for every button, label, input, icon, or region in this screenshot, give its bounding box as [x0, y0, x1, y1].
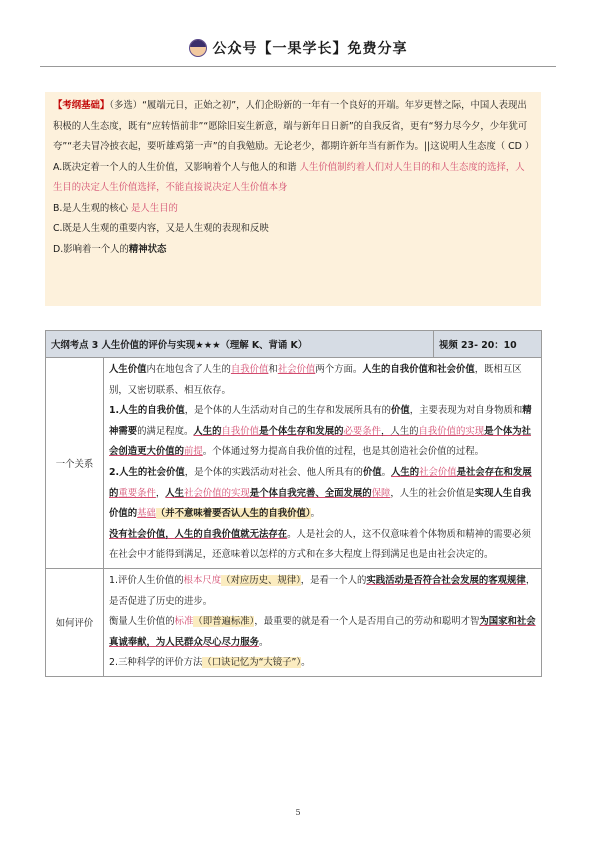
option-c-text: C.既是人生观的重要内容，又是人生观的表现和反映 — [53, 223, 269, 234]
avatar-icon — [189, 39, 207, 57]
knowledge-table — [45, 330, 542, 677]
row-content-evaluate — [104, 568, 542, 676]
quiz-option-b — [53, 199, 533, 220]
header-divider — [40, 66, 556, 67]
row-label-evaluate: 如何评价 — [46, 568, 104, 676]
option-a-note: 人生价值制约着人们对人生目的和人生态度的选择，人生目的决定人生价值选择，不能直接说决定人生价值本身 — [53, 161, 525, 193]
page-header — [0, 36, 596, 60]
quiz-block — [45, 92, 541, 306]
table-header-row — [46, 331, 542, 358]
evaluate-para-3: 2.三种科学的评价方法（口诀记忆为“大镜子”）。 — [109, 657, 311, 669]
table-title: 大纲考点 3 人生价值的评价与实现★★★（理解 K、背诵 K） — [46, 331, 434, 358]
evaluate-para-1: 1.评价人生价值的根本尺度（对应历史、规律），是看一个人的实践活动是否符合社会发展的客观规律，是否促进了历史的进步。 — [109, 574, 536, 607]
relation-para-4: 没有社会价值，人生的自我价值就无法存在。人是社会的人，这不仅意味着个体物质和精神的需要必须在社会中才能得到满足，还意味着以怎样的方式和在多大程度上得到满足也是由社会决定的。 — [109, 528, 531, 561]
table-row — [46, 358, 542, 569]
row-label-relation: 一个关系 — [46, 358, 104, 569]
quiz-option-c — [53, 219, 533, 240]
relation-para-3: 2.人生的社会价值，是个体的实践活动对社会、他人所具有的价值。人生的社会价值是社会存在和发展的重要条件，人生社会价值的实现是个体自我完善、全面发展的保障，人生的社会价值是实现人生自我价值的基础（并不意味着要否认人生的自我价值）。 — [109, 466, 532, 520]
video-timestamp: 视频 23- 20：10 — [434, 331, 542, 358]
option-d-text: D.影响着一个人的 — [53, 243, 129, 255]
header-title: 公众号【一果学长】免费分享 — [212, 41, 408, 57]
quiz-option-d — [53, 240, 533, 261]
option-a-text: A.既决定着一个人的人生价值，又影响着个人与他人的和谐 — [53, 161, 297, 173]
quiz-label: 【考纲基础】 — [53, 100, 110, 111]
quiz-stem — [53, 96, 533, 158]
quiz-option-a — [53, 158, 533, 199]
option-b-text: B.是人生观的核心 — [53, 202, 129, 214]
quiz-stem-text: （多选）“履端元日，正始之初”，人们企盼新的一年有一个良好的开端。年岁更替之际，中国人表现出积极的人生态度，既有“应转悟前非”“愿除旧妄生新意，端与新年日日新”的自我反省，更有“努力尽今夕，少年犹可夸”“老夫冒冷披衣起，要听雄鸡第一声”的自我勉励。无论老少，都期许新年当有新作为。||这说明人生态度（ CD ） — [53, 100, 535, 152]
option-d-bold: 精神状态 — [128, 243, 167, 255]
page-number: 5 — [295, 808, 301, 817]
table-row — [46, 568, 542, 676]
option-b-note: 是人生目的 — [131, 202, 178, 214]
relation-para-1: 人生价值内在地包含了人生的自我价值和社会价值两个方面。人生的自我价值和社会价值，既相互区别，又密切联系、相互依存。 — [109, 364, 522, 396]
relation-para-2: 1.人生的自我价值，是个体的人生活动对自己的生存和发展所具有的价值，主要表现为对自身物质和精神需要的满足程度。人生的自我价值是个体生存和发展的必要条件，人生的自我价值的实现是个体为社会创造更大价值的前提。个体通过努力提高自我价值的过程，也是其创造社会价值的过程。 — [109, 405, 532, 458]
evaluate-para-2: 衡量人生价值的标准（即普遍标准），最重要的就是看一个人是否用自己的劳动和聪明才智为国家和社会真诚奉献，为人民群众尽心尽力服务。 — [109, 616, 536, 648]
row-content-relation — [104, 358, 542, 569]
